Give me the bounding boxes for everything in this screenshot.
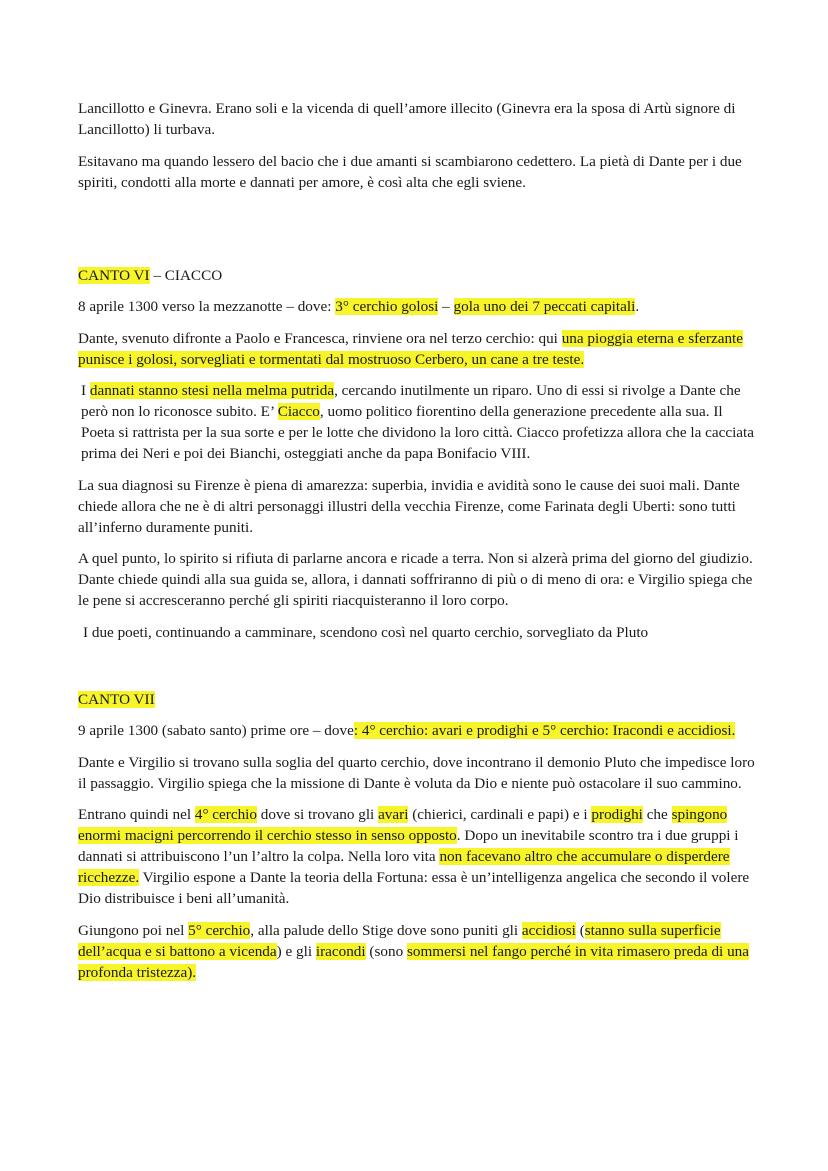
highlight: 4° cerchio: [194, 806, 257, 823]
canto-vii-date: 9 aprile 1300 (sabato santo) prime ore – dove: 4° cerchio: avari e prodighi e 5° cerchio: Iracondi e accidiosi.: [78, 722, 736, 739]
highlight: avari: [378, 806, 409, 823]
highlight: iracondi: [315, 942, 366, 960]
highlight: Ciacco: [277, 403, 320, 420]
canto-vi-paragraph-2: I dannati stanno stesi nella melma putrida, cercando inutilmente un riparo. Uno di essi si rivolge a Dante che però non lo riconosce subito. E’ Ciacco, uomo politico fiorentino della generazione precedente alla sua. Il Poeta si rattrista per la sua sorte e per le lotte che dividono la loro città. Ciacco profetizza allora che la cacciata prima dei Neri e poi dei Bianchi, osteggiati anche da papa Bonifacio VIII.: [81, 382, 755, 462]
paragraph-esitavano: Esitavano ma quando lessero del bacio che i due amanti si scambiarono cedettero. La pietà di Dante per i due spiriti, condotti alla morte e dannati per amore, è così alta che egli sviene.: [78, 152, 742, 191]
highlight: accidiosi: [521, 921, 576, 939]
highlight: : 4° cerchio: avari e prodighi e 5° cerchio: Iracondi e accidiosi.: [353, 722, 736, 739]
canto-vii-title-highlight: CANTO VII: [78, 691, 155, 708]
canto-vi-title-highlight: CANTO VI: [78, 267, 150, 284]
canto-vii-paragraph-2: Entrano quindi nel 4° cerchio dove si trovano gli avari (chierici, cardinali e papi) e i prodighi che spingono enormi macigni percorrendo il cerchio stesso in senso opposto. Dopo un inevitabile scontro tra i due gruppi i dannati si attribuiscono l’un l’altro la colpa. Nella loro vita non facevano altro che accumulare o disperdere ricchezze. Virgilio espone a Dante la teoria della Fortuna: essa è un’intelligenza angelica che secondo il volere Dio distribuisce i beni all’umanità.: [78, 806, 750, 907]
highlight: 3° cerchio golosi: [335, 298, 439, 315]
canto-vi-paragraph-1: Dante, svenuto difronte a Paolo e Francesca, rinviene ora nel terzo cerchio: qui una pioggia eterna e sferzante punisce i golosi, sorvegliati e tormentati dal mostruoso Cerbero, un cane a tre teste.: [78, 329, 744, 368]
highlight: sommersi nel fango perché in vita rimasero preda di una profonda tristezza).: [78, 942, 749, 981]
canto-vi-heading: [78, 265, 758, 286]
section-spacer: [78, 203, 758, 265]
highlight: 5° cerchio: [188, 921, 251, 939]
canto-vii-heading: [78, 689, 758, 710]
highlight: spingono enormi macigni percorrendo il cerchio stesso in senso opposto: [78, 806, 728, 844]
canto-vii-paragraph-1: Dante e Virgilio si trovano sulla soglia del quarto cerchio, dove incontrano il demonio Pluto che impedisce loro il passaggio. Virgilio spiega che la missione di Dante è voluta da Dio e niente può ostacolare il suo cammino.: [78, 753, 755, 792]
highlight: non facevano altro che accumulare o disperdere ricchezze.: [78, 848, 730, 886]
highlight: dannati stanno stesi nella melma putrida: [89, 382, 335, 399]
highlight: prodighi: [591, 806, 643, 823]
canto-vi-paragraph-3: La sua diagnosi su Firenze è piena di amarezza: superbia, invidia e avidità sono le cause dei suoi mali. Dante chiede allora che ne è di altri personaggi illustri della vecchia Firenze, come Farinata degli Uberti: sono tutti all’inferno duramente puniti.: [78, 476, 740, 536]
canto-vi-title-rest: – CIACCO: [149, 267, 223, 284]
canto-vi-paragraph-5: I due poeti, continuando a camminare, scendono così nel quarto cerchio, sorvegliato da Pluto: [83, 623, 649, 641]
highlight: stanno sulla superficie dell’acqua e si battono a vicenda: [78, 921, 721, 960]
canto-vi-paragraph-4: A quel punto, lo spirito si rifiuta di parlarne ancora e ricade a terra. Non si alzerà prima del giorno del giudizio. Dante chiede quindi alla sua guida se, allora, i dannati soffriranno di più o di meno di ora: e Virgilio spiega che le pene si accresceranno perché gli spiriti riacquisteranno il loro corpo.: [78, 550, 753, 609]
paragraph-lancillotto: Lancillotto e Ginevra. Erano soli e la vicenda di quell’amore illecito (Ginevra era la sposa di Artù signore di Lancillotto) li turbava.: [78, 100, 736, 138]
document-body: [78, 98, 758, 993]
section-spacer: [78, 653, 758, 689]
canto-vi-date: 8 aprile 1300 verso la mezzanotte – dove: 3° cerchio golosi – gola uno dei 7 peccati capitali.: [78, 298, 640, 315]
highlight: una pioggia eterna e sferzante punisce i golosi, sorvegliati e tormentati dal mostruoso Cerbero, un cane a tre teste.: [78, 329, 744, 368]
canto-vii-paragraph-3: Giungono poi nel 5° cerchio, alla palude dello Stige dove sono puniti gli accidiosi (stanno sulla superficie dell’acqua e si battono a vicenda) e gli iracondi (sono sommersi nel fango perché in vita rimasero preda di una profonda tristezza).: [78, 921, 749, 981]
highlight: gola uno dei 7 peccati capitali: [453, 298, 636, 315]
